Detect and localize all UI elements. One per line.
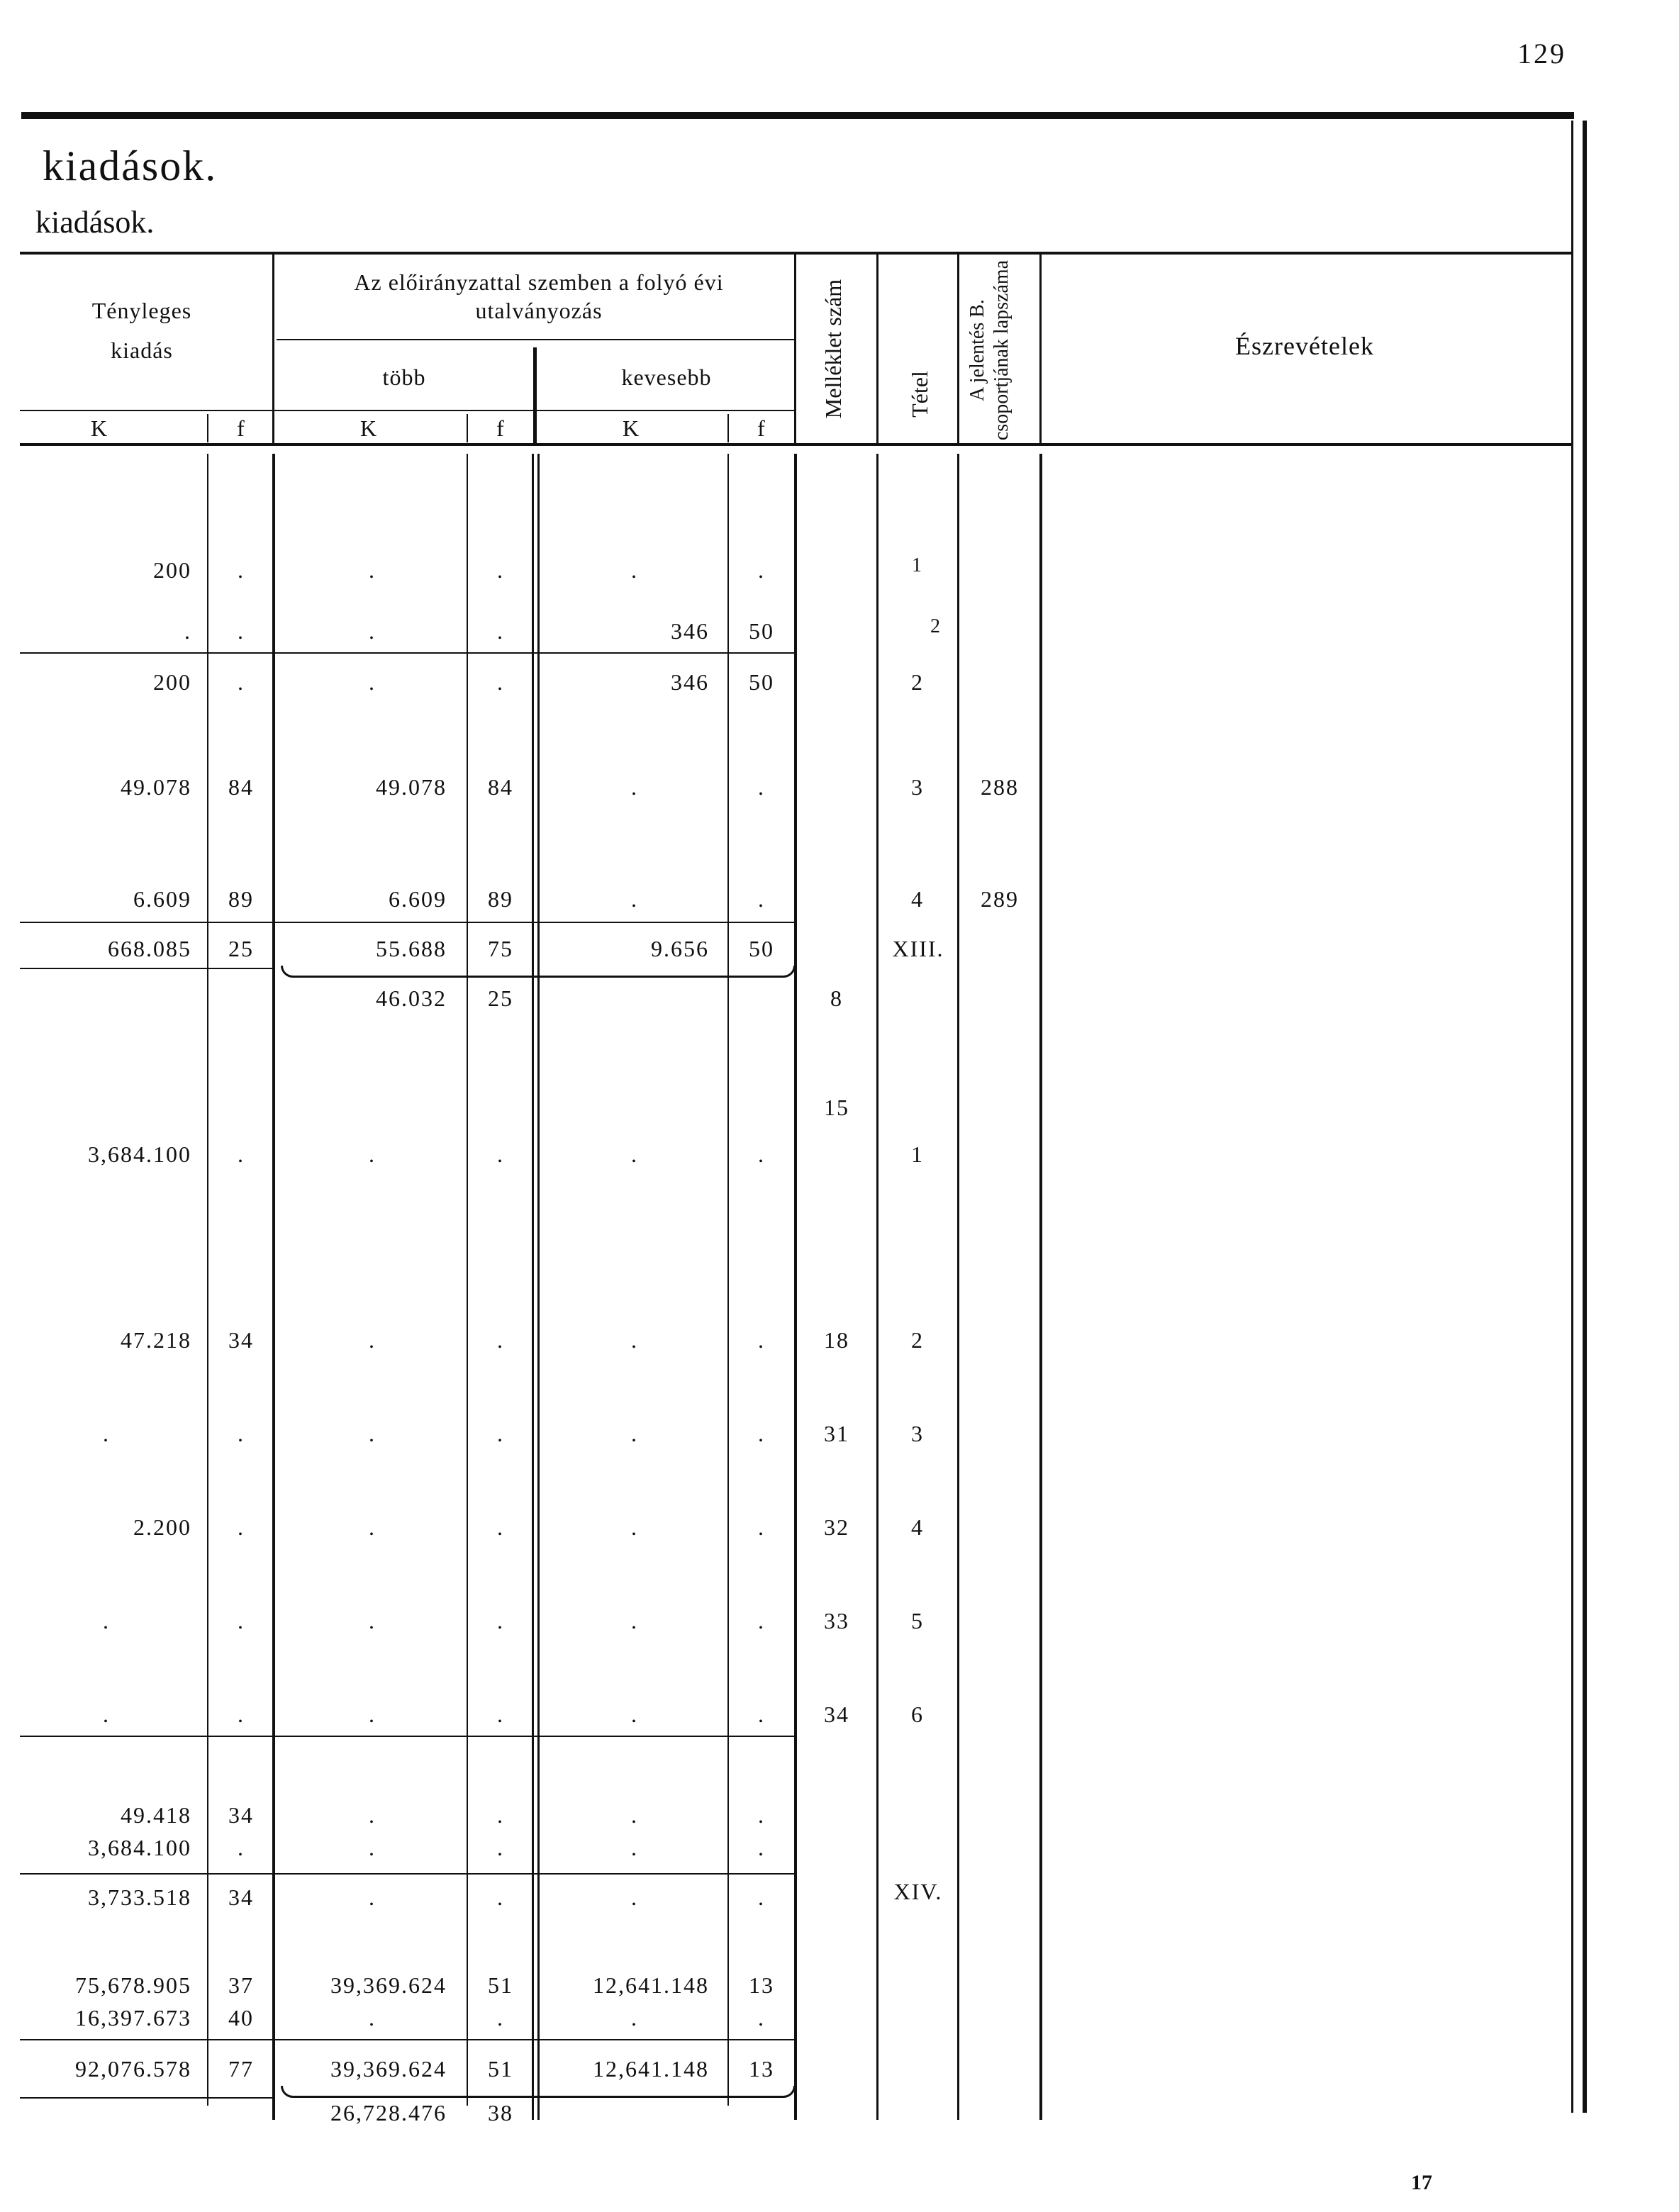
r13-actual-f: . [238,1702,245,1727]
brace-2 [281,2086,796,2098]
bv-actual-kf [207,454,208,2106]
r17-more-f: 51 [488,1972,513,1998]
hv-kf1 [207,414,208,442]
bv-more-kf [467,454,468,2106]
r11-actual-k: 2.200 [133,1514,191,1540]
r5-less-f: 50 [749,936,774,961]
r8-actual-f: . [238,1141,245,1167]
r3-more-f: 84 [488,774,513,800]
hv-group-right [794,254,796,444]
header-actual: Tényleges kiadás [91,298,192,363]
r9-more-k: . [369,1327,376,1353]
r4-actual-k: 6.609 [133,886,191,912]
r9-actual-f: 34 [228,1327,254,1353]
r2-less-f: 50 [749,669,774,695]
r11-less-k: . [631,1514,638,1540]
r1-actual-f: . [238,618,245,644]
header-mid-rule [277,339,794,340]
r5-actual-f: 25 [228,936,254,961]
r2-item: 2 [911,669,924,695]
r1-less-k: 346 [671,618,709,644]
rule-b [20,922,794,923]
header-kf-rule [20,410,794,411]
r16-less-k: . [631,1884,638,1910]
r3-less-k: . [631,774,638,800]
r2-more-k: . [369,669,376,695]
r9-less-f: . [758,1327,765,1353]
r6-attachment: 8 [830,985,843,1011]
r18-less-k: . [631,2005,638,2031]
r0-more-f: . [497,557,504,583]
r12-actual-f: . [238,1608,245,1633]
r19-less-f: 13 [749,2056,774,2082]
r12-actual-k: . [103,1608,110,1633]
page-number: 129 [1517,38,1566,69]
header-more: több [382,364,426,390]
r15-actual-f: . [238,1835,245,1860]
r13-more-k: . [369,1702,376,1727]
header-attachment: Melléklet szám [820,279,846,419]
rule-a [20,652,794,654]
r15-less-f: . [758,1835,765,1860]
r11-attachment: 32 [824,1514,849,1540]
header-k3: K [622,415,640,441]
r10-item: 3 [911,1421,924,1446]
r17-more-k: 39,369.624 [330,1972,447,1998]
header-remarks: Észrevételek [1235,332,1374,360]
r18-actual-f: 40 [228,2005,254,2031]
hv-actual-right [272,254,274,444]
r5-actual-k: 668.085 [108,936,191,961]
top-rule [21,112,1574,119]
r15-more-k: . [369,1835,376,1860]
rule-e [20,1873,794,1875]
r4-report: 289 [981,886,1019,912]
bv-less-kf [727,454,729,2106]
header-group: Az előirányzattal szemben a folyó évi utalványozás [354,269,724,323]
rule-f [20,2039,794,2040]
r16-actual-k: 3,733.518 [88,1884,191,1910]
r4-actual-f: 89 [228,886,254,912]
r3-more-k: 49.078 [376,774,447,800]
rule-g [20,2097,275,2099]
r2-actual-f: . [238,669,245,695]
r10-more-k: . [369,1421,376,1446]
hv-more-less [533,347,537,444]
header-less: kevesebb [621,364,712,390]
r9-attachment: 18 [824,1327,849,1353]
right-border-outer [1583,121,1587,2113]
r15-actual-k: 3,684.100 [88,1835,191,1860]
r8-actual-k: 3,684.100 [88,1141,191,1167]
r18-more-f: . [497,2005,504,2031]
r0-less-f: . [758,557,765,583]
r0-less-k: . [631,557,638,583]
r9-item: 2 [911,1327,924,1353]
r13-less-f: . [758,1702,765,1727]
r0-actual-k: 200 [153,557,191,583]
r14-more-f: . [497,1802,504,1828]
header-item: Tétel [907,371,932,418]
r10-less-k: . [631,1421,638,1446]
r12-more-k: . [369,1608,376,1633]
r14-less-f: . [758,1802,765,1828]
r20-more-k: 26,728.476 [330,2100,447,2126]
rule-d [20,1736,794,1737]
r8-more-k: . [369,1141,376,1167]
r10-actual-k: . [103,1421,110,1446]
r4-more-f: 89 [488,886,513,912]
r5-less-k: 9.656 [651,936,709,961]
r19-more-f: 51 [488,2056,513,2082]
r8-less-f: . [758,1141,765,1167]
r14-actual-f: 34 [228,1802,254,1828]
r1-more-k: . [369,618,376,644]
header-k2: K [359,415,378,441]
r16-item: XIV. [893,1879,943,1904]
r19-actual-f: 77 [228,2056,254,2082]
r0-actual-f: . [238,557,245,583]
r1-more-f: . [497,618,504,644]
r4-item: 4 [911,886,924,912]
r8-item: 1 [911,1141,924,1167]
r0-more-k: . [369,557,376,583]
r5-item: XIII. [892,936,944,961]
r17-less-f: 13 [749,1972,774,1998]
r16-more-k: . [369,1884,376,1910]
r15-more-f: . [497,1835,504,1860]
r10-actual-f: . [238,1421,245,1446]
r5-more-f: 75 [488,936,513,961]
r4-more-k: 6.609 [389,886,447,912]
r3-item: 3 [911,774,924,800]
r13-more-f: . [497,1702,504,1727]
page-title: kiadások. [43,143,218,189]
bv-more-less-a [532,454,534,2120]
r10-more-f: . [497,1421,504,1446]
hv-kf3 [727,414,729,442]
r11-item: 4 [911,1514,924,1540]
r13-attachment: 34 [824,1702,849,1727]
r18-more-k: . [369,2005,376,2031]
bv-att-right [876,454,878,2120]
r10-attachment: 31 [824,1421,849,1446]
bv-rep-right [1039,454,1042,2120]
r9-actual-k: 47.218 [121,1327,191,1353]
r1-actual-k: . [184,618,191,644]
hv-item-right [957,254,959,444]
r15-less-k: . [631,1835,638,1860]
r14-more-k: . [369,1802,376,1828]
r19-actual-k: 92,076.578 [75,2056,191,2082]
r17-actual-k: 75,678.905 [75,1972,191,1998]
r11-more-k: . [369,1514,376,1540]
r13-item: 6 [911,1702,924,1727]
r6-more-k: 46.032 [376,985,447,1011]
right-border-inner [1571,121,1573,2113]
page-subtitle: kiadások. [35,205,155,240]
r20-more-f: 38 [488,2100,513,2126]
r8-less-k: . [631,1141,638,1167]
brace-1 [281,966,796,978]
r19-less-k: 12,641.148 [593,2056,709,2082]
header-report: A jelentés B. csoportjának lapszáma [966,259,1013,441]
bv-actual-right [272,454,275,2120]
hv-rep-right [1039,254,1042,444]
r17-actual-f: 37 [228,1972,254,1998]
header-f1: f [237,415,245,441]
r11-actual-f: . [238,1514,245,1540]
r4-less-k: . [631,886,638,912]
footer-number: 17 [1411,2171,1432,2194]
r12-item: 5 [911,1608,924,1633]
r10-less-f: . [758,1421,765,1446]
header-f2: f [496,415,505,441]
r6-more-f: 25 [488,985,513,1011]
hv-kf2 [467,414,468,442]
r14-actual-k: 49.418 [121,1802,191,1828]
r4-less-f: . [758,886,765,912]
r12-less-f: . [758,1608,765,1633]
r9-more-f: . [497,1327,504,1353]
header-k1: K [90,415,108,441]
r13-actual-k: . [103,1702,110,1727]
r12-attachment: 33 [824,1608,849,1633]
r2-actual-k: 200 [153,669,191,695]
r2-more-f: . [497,669,504,695]
r2-less-k: 346 [671,669,709,695]
r19-more-k: 39,369.624 [330,2056,447,2082]
r12-less-k: . [631,1608,638,1633]
r12-more-f: . [497,1608,504,1633]
r13-less-k: . [631,1702,638,1727]
rule-c [20,968,275,969]
r3-actual-k: 49.078 [121,774,191,800]
r16-more-f: . [497,1884,504,1910]
r5-more-k: 55.688 [376,936,447,961]
bv-more-less-b [537,454,540,2120]
r17-less-k: 12,641.148 [593,1972,709,1998]
hv-att-right [876,254,878,444]
r7-attachment: 15 [824,1095,849,1120]
r16-actual-f: 34 [228,1884,254,1910]
r3-less-f: . [758,774,765,800]
r11-more-f: . [497,1514,504,1540]
bv-item-right [957,454,959,2120]
r0-item: 1 [912,554,923,576]
r18-less-f: . [758,2005,765,2031]
r11-less-f: . [758,1514,765,1540]
r16-less-f: . [758,1884,765,1910]
r1-less-f: 50 [749,618,774,644]
r1-item: 2 [930,615,942,637]
r3-actual-f: 84 [228,774,254,800]
r9-less-k: . [631,1327,638,1353]
r8-more-f: . [497,1141,504,1167]
bv-group-right [794,454,797,2120]
r3-report: 288 [981,774,1019,800]
r14-less-k: . [631,1802,638,1828]
header-f3: f [757,415,766,441]
r18-actual-k: 16,397.673 [75,2005,191,2031]
